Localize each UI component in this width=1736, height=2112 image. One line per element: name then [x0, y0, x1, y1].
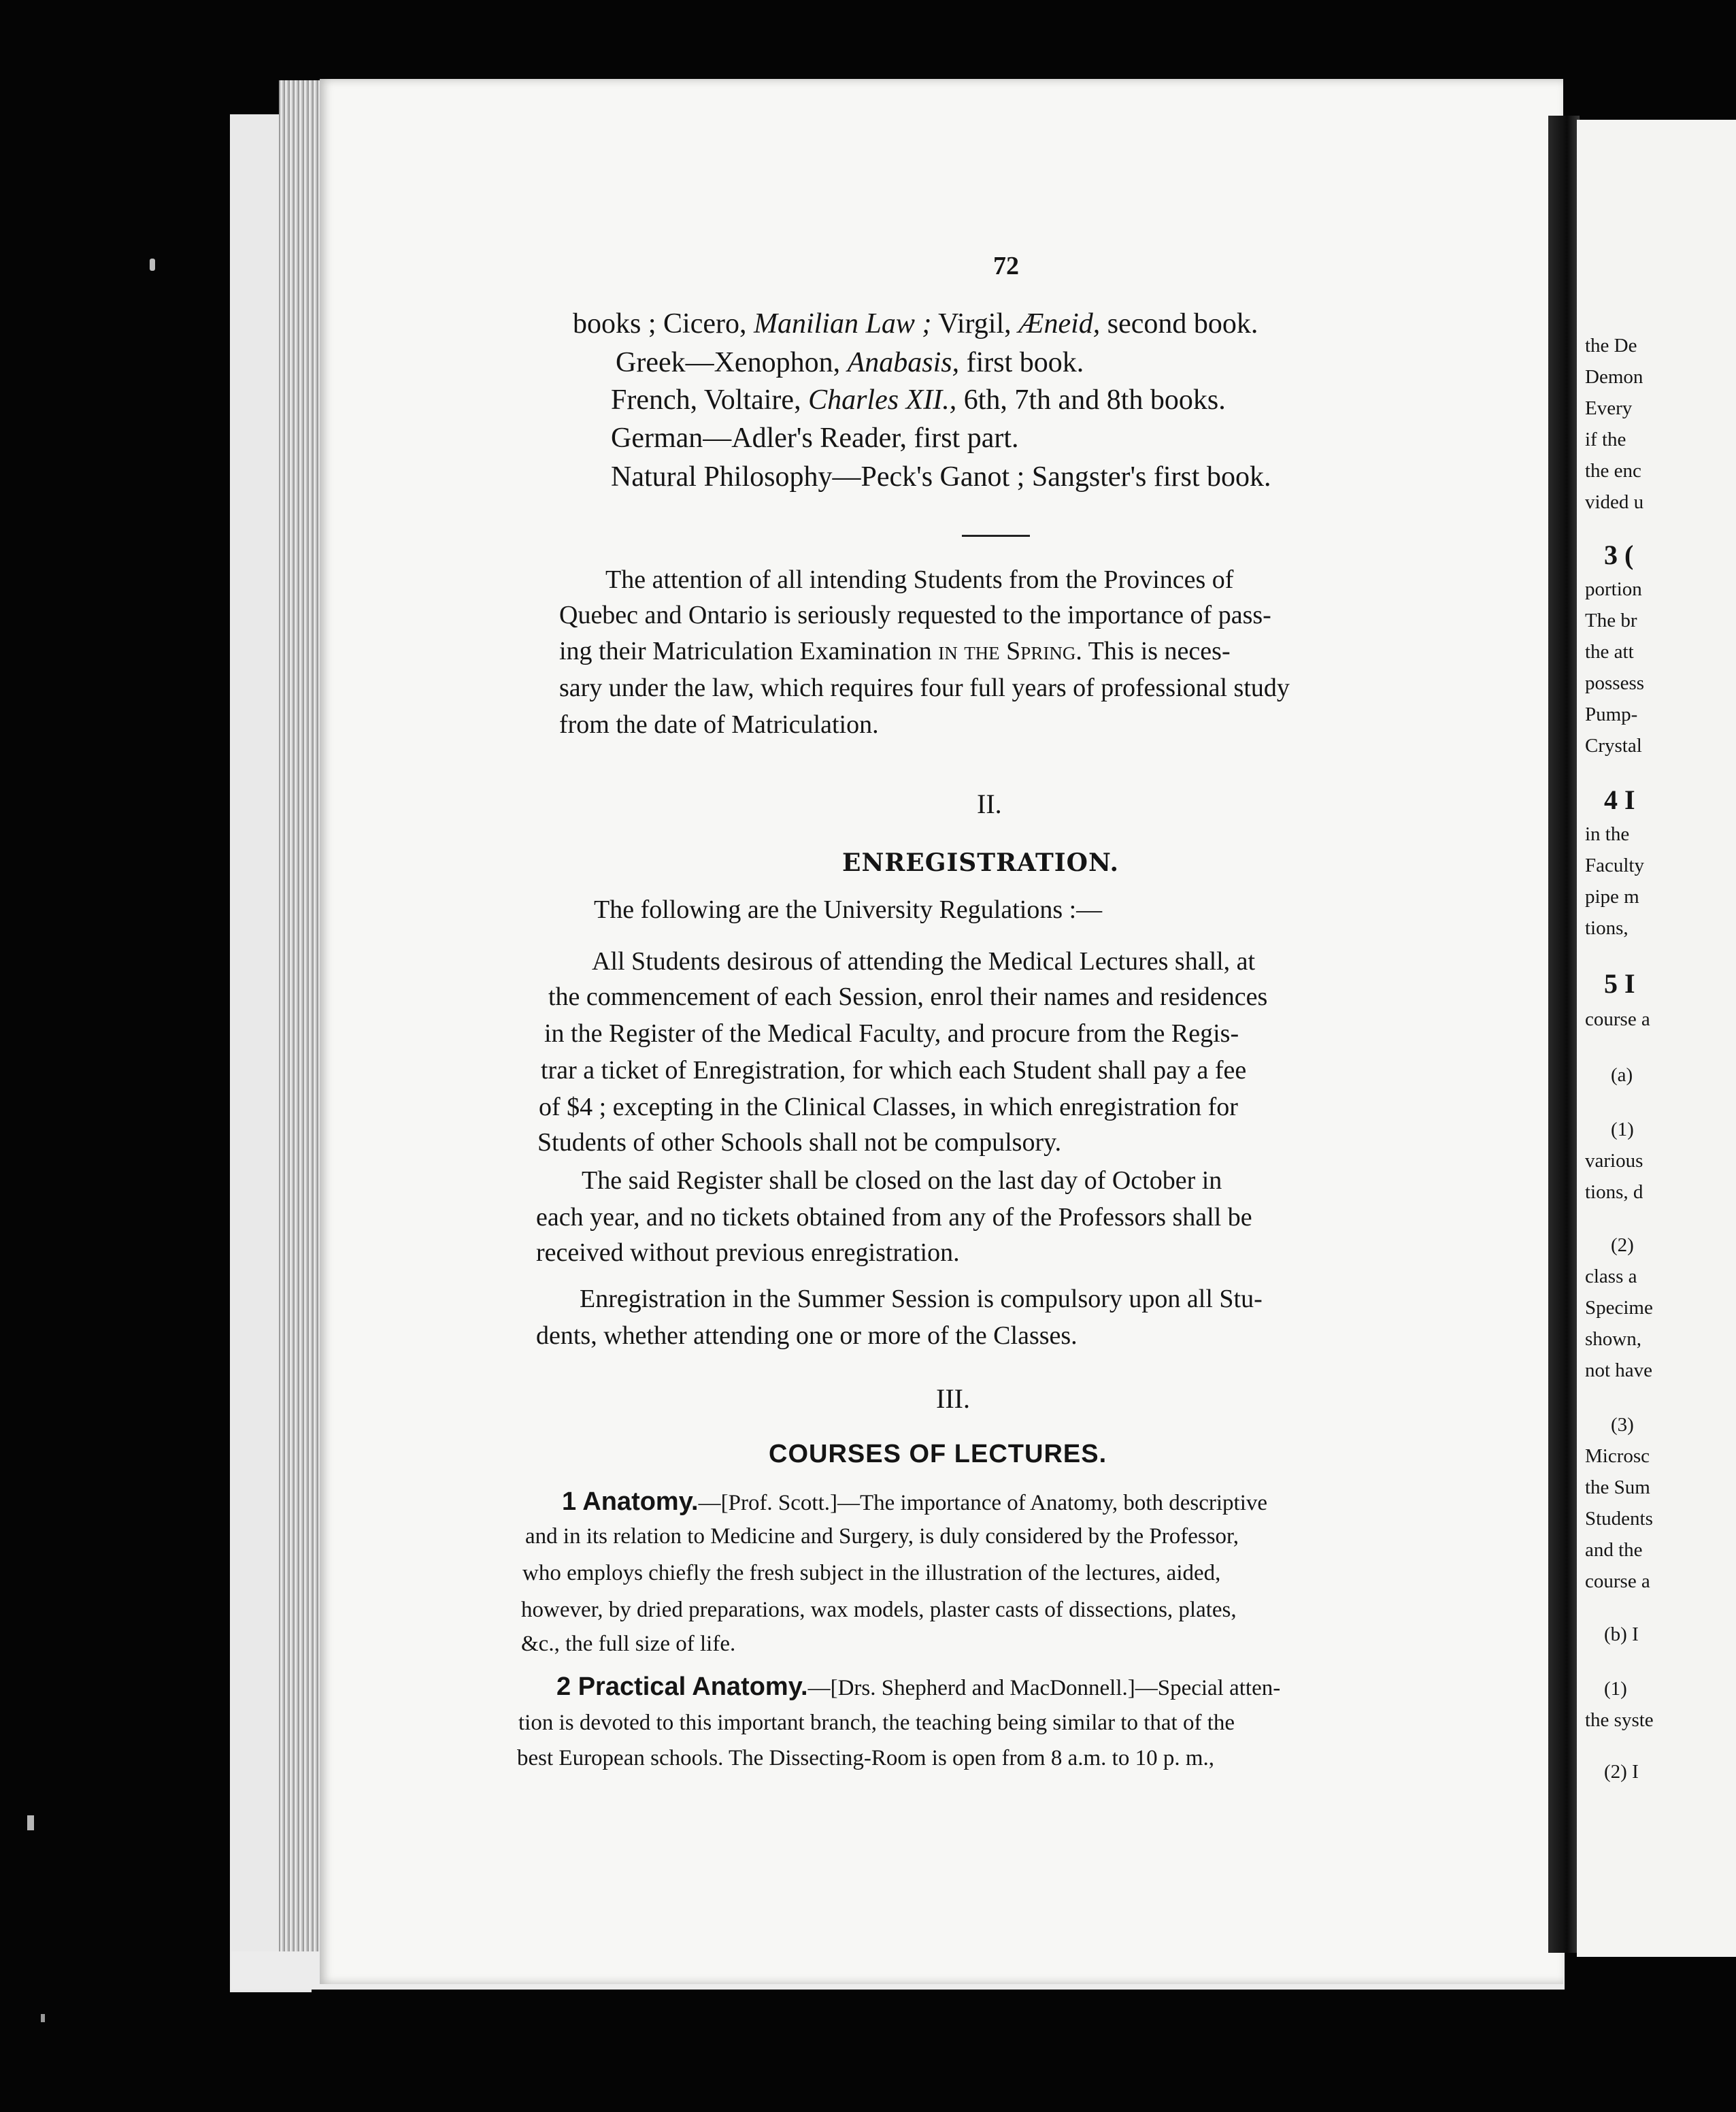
paragraph-line: The said Register shall be closed on the last day of October in — [582, 1166, 1222, 1195]
right-page-fragment: Microsc — [1585, 1445, 1650, 1467]
course-line: &c., the full size of life. — [521, 1632, 736, 1656]
paragraph-line: in the Register of the Medical Faculty, and procure from the Regis- — [544, 1019, 1239, 1048]
right-page-fragment: various — [1585, 1150, 1643, 1172]
right-page-fragment: the Sum — [1585, 1476, 1650, 1498]
reading-list-line: French, Voltaire, Charles XII., 6th, 7th and 8th books. — [611, 384, 1226, 416]
paragraph-line: Students of other Schools shall not be compulsory. — [537, 1128, 1062, 1157]
right-page-partial — [1577, 120, 1736, 1957]
right-page-fragment: the De — [1585, 335, 1637, 357]
paragraph-line: the commencement of each Session, enrol their names and residences — [548, 983, 1268, 1011]
notice-text: This is neces- — [1088, 637, 1231, 665]
reading-list-line: books ; Cicero, Manilian Law ; Virgil, Æneid, second book. — [573, 308, 1258, 340]
course-line: tion is devoted to this important branch, the teaching being similar to that of the — [518, 1711, 1235, 1735]
right-page-fragment: course a — [1585, 1570, 1650, 1592]
section-heading: COURSES OF LECTURES. — [769, 1440, 1107, 1468]
right-page-fragment: shown, — [1585, 1328, 1641, 1350]
paragraph-line: dents, whether attending one or more of the Classes. — [536, 1321, 1078, 1350]
course-title: 1 Anatomy. — [562, 1487, 699, 1516]
right-page-fragment: Specime — [1585, 1297, 1653, 1319]
right-page-fragment: (2) — [1611, 1234, 1634, 1256]
book-gutter — [1548, 116, 1580, 1953]
section-numeral: II. — [977, 789, 1002, 819]
notice-line: from the date of Matriculation. — [559, 710, 879, 739]
right-page-fragment: (1) — [1611, 1119, 1634, 1140]
right-page-fragment: class a — [1585, 1266, 1637, 1287]
paragraph-line: Enregistration in the Summer Session is compulsory upon all Stu- — [580, 1285, 1263, 1313]
notice-line: sary under the law, which requires four full years of professional study — [559, 674, 1290, 702]
paragraph-line: received without previous enregistration. — [536, 1238, 960, 1267]
right-page-fragment: not have — [1585, 1359, 1653, 1381]
right-page-fragment: course a — [1585, 1008, 1650, 1030]
course-line: who employs chiefly the fresh subject in the illustration of the lectures, aided, — [522, 1561, 1221, 1585]
section-numeral: III. — [936, 1383, 970, 1414]
section-heading: ENREGISTRATION. — [842, 848, 1120, 877]
scan-dust — [150, 259, 155, 271]
right-page-fragment: the enc — [1585, 460, 1641, 482]
notice-emphasis: in the Spring. — [938, 637, 1082, 665]
right-page-fragment: portion — [1585, 578, 1642, 600]
right-page-fragment: Pump- — [1585, 704, 1638, 725]
paragraph-line: All Students desirous of attending the Medical Lectures shall, at — [592, 947, 1256, 976]
reading-list-line: German—Adler's Reader, first part. — [611, 423, 1019, 454]
paragraph-line: each year, and no tickets obtained from any of the Professors shall be — [536, 1203, 1252, 1232]
notice-line — [559, 638, 1231, 664]
right-page-fragment: Faculty — [1585, 855, 1644, 876]
notice-text: ing their Matriculation Examination — [559, 637, 932, 665]
right-page-fragment: tions, d — [1585, 1181, 1643, 1203]
reading-list-line: Natural Philosophy—Peck's Ganot ; Sangster's first book. — [611, 461, 1271, 493]
right-page-fragment: in the — [1585, 823, 1630, 845]
course-title: 2 Practical Anatomy. — [556, 1672, 808, 1701]
page-number: 72 — [993, 252, 1019, 280]
right-page-fragment: (a) — [1611, 1064, 1633, 1086]
right-page-fragment: 4 I — [1604, 785, 1635, 815]
right-page-fragment: Crystal — [1585, 735, 1642, 757]
notice-line: Quebec and Ontario is seriously requested to the importance of pass- — [559, 601, 1271, 629]
notice-line: The attention of all intending Students from the Provinces of — [605, 565, 1234, 594]
course-text: —[Drs. Shepherd and MacDonnell.]—Special atten- — [807, 1676, 1281, 1700]
scan-dust — [41, 2014, 45, 2022]
right-page-fragment: (b) I — [1604, 1623, 1639, 1645]
paragraph-line: The following are the University Regulations :— — [594, 895, 1103, 924]
paragraph-line: of $4 ; excepting in the Clinical Classes, in which enregistration for — [539, 1093, 1238, 1121]
right-page-fragment: (2) I — [1604, 1761, 1639, 1783]
course-line: best European schools. The Dissecting-Room is open from 8 a.m. to 10 p. m., — [517, 1746, 1214, 1770]
right-page-fragment: if the — [1585, 429, 1626, 450]
right-page-fragment: pipe m — [1585, 886, 1639, 908]
right-page-fragment: the syste — [1585, 1709, 1654, 1731]
course-line — [562, 1489, 1267, 1515]
right-page-fragment: vided u — [1585, 491, 1644, 513]
right-page-fragment: 3 ( — [1604, 540, 1634, 570]
right-page-fragment: Students — [1585, 1508, 1653, 1530]
reading-list-line: Greek—Xenophon, Anabasis, first book. — [616, 347, 1084, 378]
right-page-fragment: Demon — [1585, 366, 1643, 388]
right-page-fragment: the att — [1585, 641, 1634, 663]
right-page-fragment: (1) — [1604, 1678, 1627, 1700]
course-line: however, by dried preparations, wax models, plaster casts of dissections, plates, — [521, 1598, 1237, 1622]
course-text: —[Prof. Scott.]—The importance of Anatomy, both descriptive — [698, 1491, 1268, 1515]
section-divider — [962, 535, 1030, 537]
right-page-fragment: and the — [1585, 1539, 1643, 1561]
course-line: and in its relation to Medicine and Surgery, is duly considered by the Professor, — [525, 1524, 1239, 1549]
course-line — [556, 1674, 1280, 1700]
right-page-fragment: Every — [1585, 397, 1633, 419]
right-page-fragment: 5 I — [1604, 968, 1635, 999]
right-page-fragment: tions, — [1585, 917, 1629, 939]
right-page-fragment: possess — [1585, 672, 1645, 694]
right-page-fragment: (3) — [1611, 1414, 1634, 1436]
paragraph-line: trar a ticket of Enregistration, for which each Student shall pay a fee — [541, 1056, 1247, 1085]
right-page-fragment: The br — [1585, 610, 1637, 631]
scan-dust — [27, 1815, 34, 1830]
